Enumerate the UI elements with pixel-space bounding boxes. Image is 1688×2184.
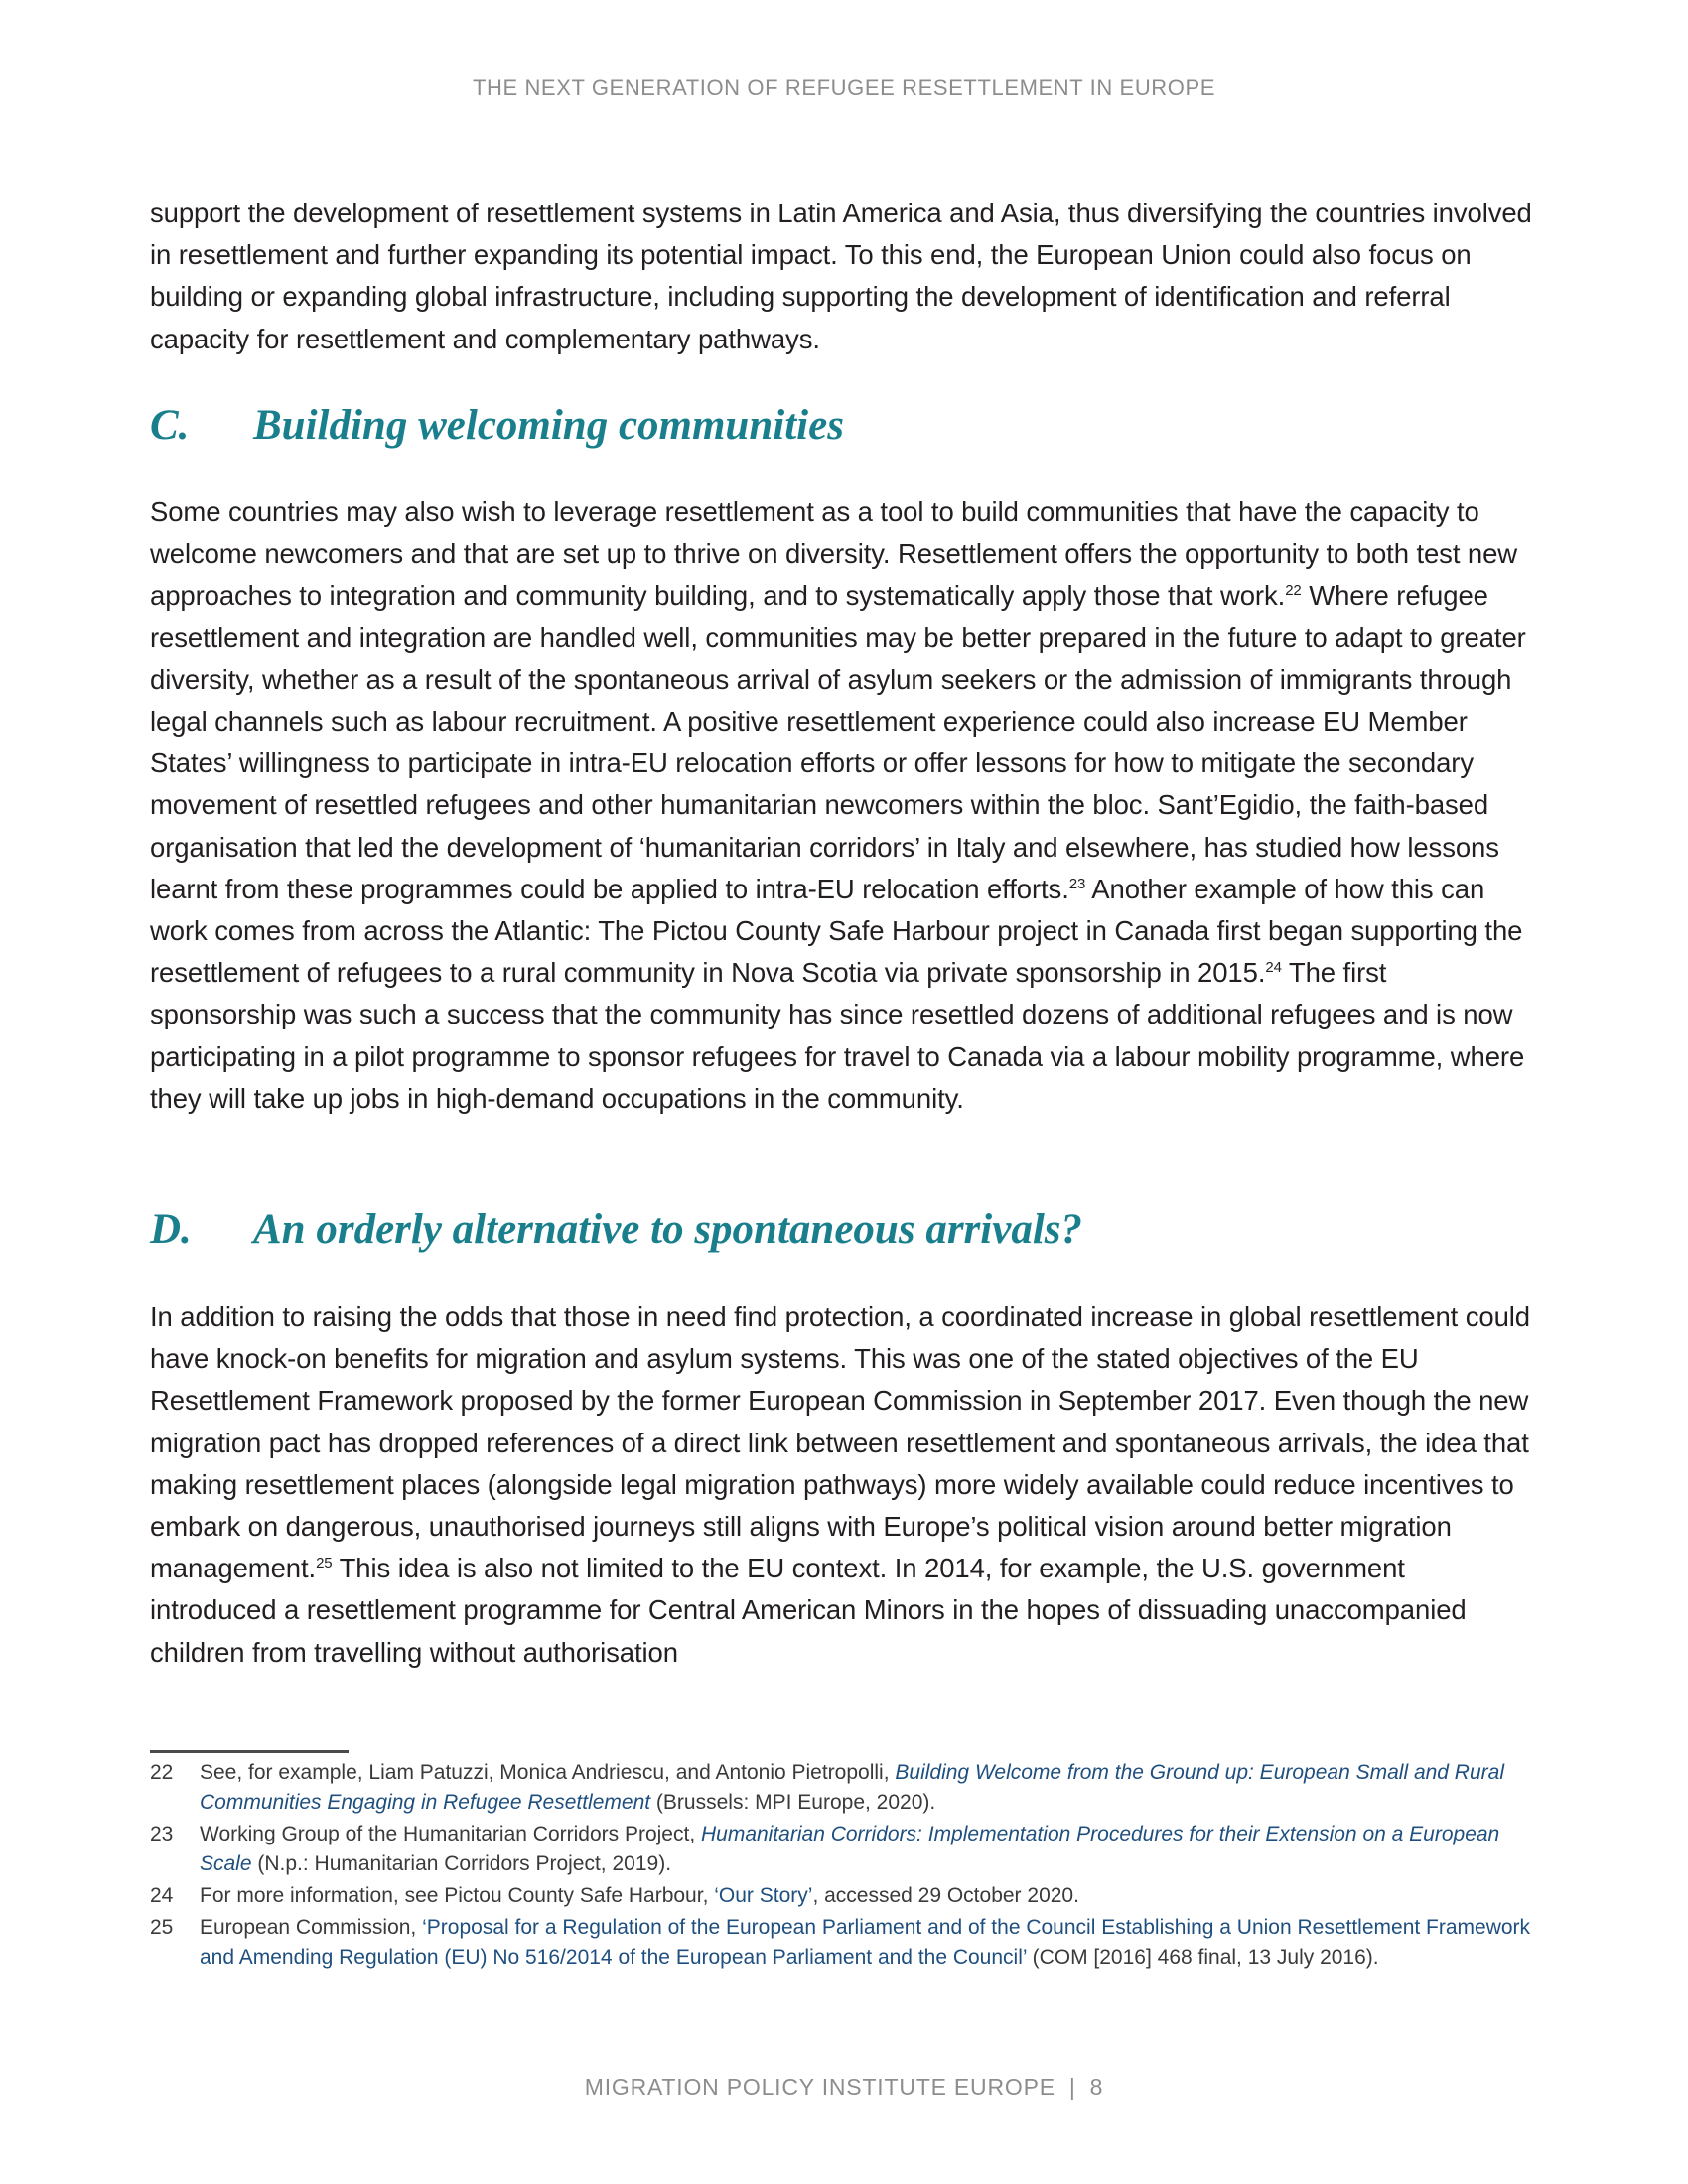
section-d-title: An orderly alternative to spontaneous arrivals?: [253, 1206, 1082, 1253]
footnote-text: [200, 1820, 1538, 1879]
footnote-number: 23: [150, 1823, 174, 1845]
footnote-item: [150, 1913, 1538, 1973]
footnote-ref-25[interactable]: 25: [316, 1555, 333, 1572]
footnote-link[interactable]: ‘Our Story’: [714, 1884, 813, 1907]
footnote-item: [150, 1881, 1538, 1911]
footnote-divider: [150, 1750, 349, 1753]
footnotes-list: [150, 1758, 1538, 1975]
running-header: THE NEXT GENERATION OF REFUGEE RESETTLEMENT IN EUROPE: [472, 75, 1216, 100]
section-c-heading: [150, 400, 844, 452]
section-d-heading: [150, 1204, 1082, 1256]
footer-separator: |: [1068, 2074, 1076, 2100]
footnote-post: (Brussels: MPI Europe, 2020).: [650, 1791, 936, 1814]
footnote-text: [200, 1913, 1538, 1973]
footnote-text: [200, 1881, 1538, 1911]
footnote-number: 24: [150, 1884, 174, 1907]
section-d-text-1: In addition to raising the odds that those in need find protection, a coordinated increase in global resettlement could have knock-on benefits for migration and asylum systems. This was one of the stated objectives of the EU Resettlement Framework proposed by the former European Commission in September 2017. Even though the new migration pact has dropped references of a direct link between resettlement and spontaneous arrivals, the idea that making resettlement places (alongside legal migration pathways) more widely available could reduce incentives to embark on dangerous, unauthorised journeys still aligns with Europe’s political vision around better migration management.: [150, 1301, 1530, 1584]
footnote-post: (COM [2016] 468 final, 13 July 2016).: [1026, 1946, 1379, 1969]
footnote-link[interactable]: Building Welcome from the Ground up: European Small and Rural Communities Engaging in Refugee Resettlement: [200, 1761, 1504, 1814]
section-d-text-2: This idea is also not limited to the EU context. In 2014, for example, the U.S. government introduced a resettlement programme for Central American Minors in the hopes of dissuading unaccompanied children from travelling without authorisation: [150, 1553, 1467, 1668]
section-c-title: Building welcoming communities: [253, 402, 844, 449]
footnote-item: [150, 1820, 1538, 1879]
footnote-link[interactable]: ‘Proposal for a Regulation of the European Parliament and of the Council Establishing a Union Resettlement Framework and Amending Regulation (EU) No 516/2014 of the European Parliament and the Council’: [200, 1916, 1531, 1969]
footnote-link[interactable]: Humanitarian Corridors: Implementation Procedures for their Extension on a European Scale: [200, 1823, 1500, 1875]
footnote-pre: Working Group of the Humanitarian Corridors Project,: [200, 1823, 701, 1845]
section-c-text-1: Some countries may also wish to leverage resettlement as a tool to build communities that have the capacity to welcome newcomers and that are set up to thrive on diversity. Resettlement offers the opportunity to both test new approaches to integration and community building, and to systematically apply those that work.: [150, 496, 1518, 612]
footnote-item: [150, 1758, 1538, 1818]
footnote-post: (N.p.: Humanitarian Corridors Project, 2019).: [251, 1852, 672, 1875]
footer-org: MIGRATION POLICY INSTITUTE EUROPE: [584, 2074, 1055, 2100]
footnote-number: 22: [150, 1761, 174, 1784]
footnote-pre: For more information, see Pictou County Safe Harbour,: [200, 1884, 715, 1907]
page-number: 8: [1089, 2074, 1104, 2100]
section-c-text-4: The first sponsorship was such a success that the community has since resettled dozens of additional refugees and is now participating in a pilot programme to sponsor refugees for travel to Canada via a labour mobility programme, where they will take up jobs in high-demand occupations in the community.: [150, 957, 1525, 1114]
section-c-paragraph: [150, 491, 1538, 1120]
footnote-ref-23[interactable]: 23: [1068, 875, 1086, 892]
footnote-post: , accessed 29 October 2020.: [812, 1884, 1079, 1907]
footnote-ref-24[interactable]: 24: [1265, 959, 1282, 977]
section-d-letter: D.: [150, 1206, 192, 1253]
footnote-number: 25: [150, 1916, 174, 1939]
footnote-pre: See, for example, Liam Patuzzi, Monica Andriescu, and Antonio Pietropolli,: [200, 1761, 896, 1784]
footnote-text: [200, 1758, 1538, 1818]
section-d-paragraph: [150, 1297, 1538, 1674]
section-c-letter: C.: [150, 402, 190, 449]
page-footer: [0, 2074, 1688, 2101]
intro-paragraph: support the development of resettlement systems in Latin America and Asia, thus diversifying the countries involved in resettlement and further expanding its potential impact. To this end, the European Union could also focus on building or expanding global infrastructure, including supporting the development of identification and referral capacity for resettlement and complementary pathways.: [150, 198, 1532, 354]
footnote-pre: European Commission,: [200, 1916, 423, 1939]
footnote-ref-22[interactable]: 22: [1285, 582, 1302, 600]
section-c-text-3: Another example of how this can work comes from across the Atlantic: The Pictou County Safe Harbour project in Canada first began supporting the resettlement of refugees to a rural community in Nova Scotia via private sponsorship in 2015.: [150, 873, 1523, 989]
section-c-text-2: Where refugee resettlement and integration are handled well, communities may be better prepared in the future to adapt to greater diversity, whether as a result of the spontaneous arrival of asylum seekers or the admission of immigrants through legal channels such as labour recruitment. A positive resettlement experience could also increase EU Member States’ willingness to participate in intra-EU relocation efforts or offer lessons for how to mitigate the secondary movement of resettled refugees and other humanitarian newcomers within the bloc. Sant’Egidio, the faith-based organisation that led the development of ‘humanitarian corridors’ in Italy and elsewhere, has studied how lessons learnt from these programmes could be applied to intra-EU relocation efforts.: [150, 580, 1526, 904]
